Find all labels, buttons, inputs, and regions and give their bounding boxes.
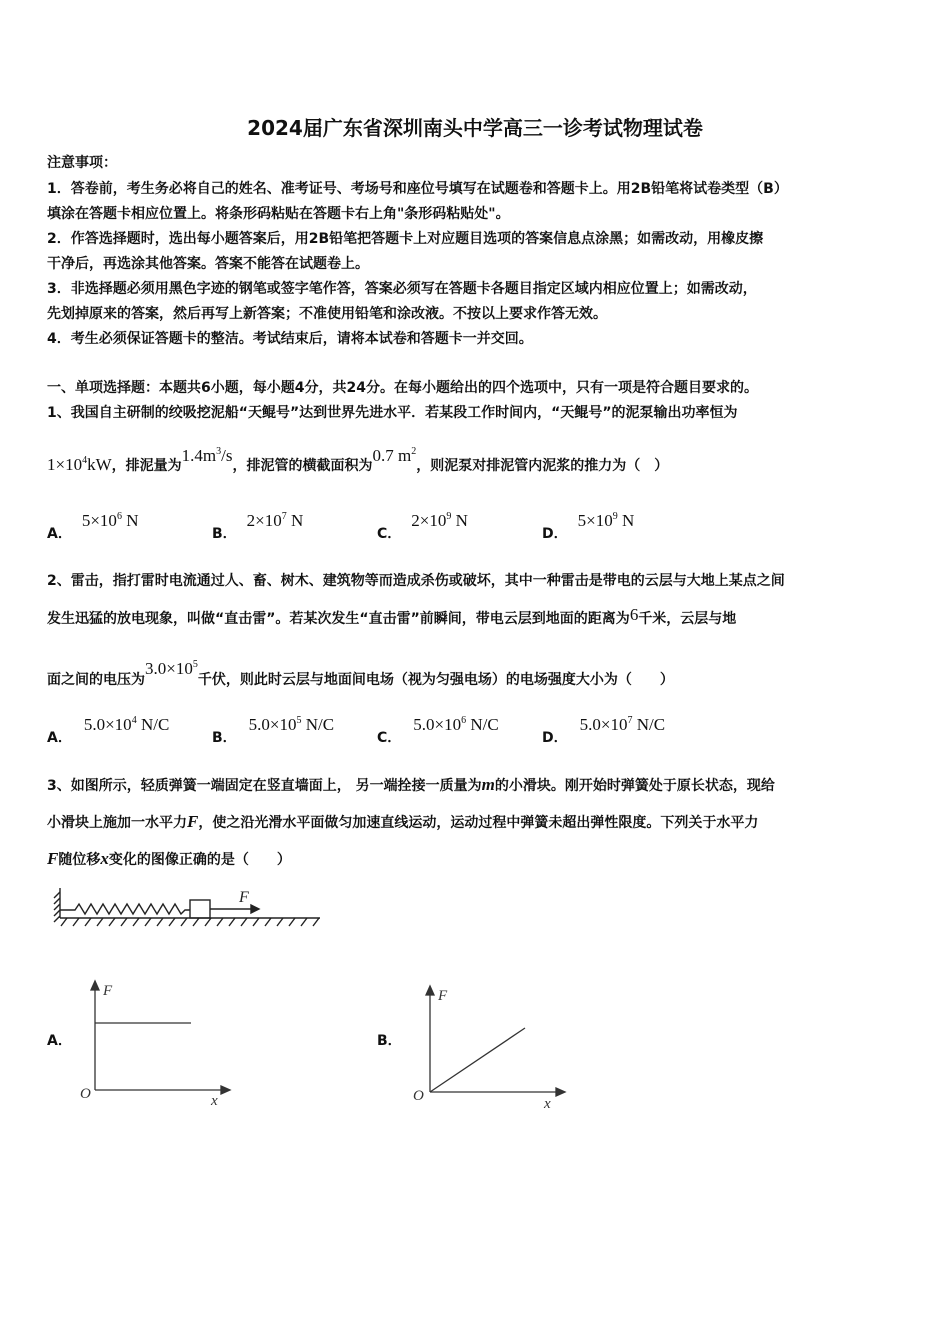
x-axis-label: x	[211, 1093, 218, 1109]
option-c[interactable]: C．$2\times 10^9$ N	[377, 511, 468, 542]
ground-hatching	[61, 918, 319, 926]
x-axis-arrowhead	[221, 1086, 230, 1094]
force-label: F	[239, 889, 249, 906]
section-heading: 一、单项选择题：本题共6小题，每小题4分，共24分。在每小题给出的四个选项中，只有一项是符合题目要求的。	[47, 380, 758, 396]
spring-block-diagram	[45, 880, 335, 940]
graph-b-label[interactable]: B．	[377, 1033, 402, 1049]
option-b[interactable]: B．$5.0\times 10^5$ N/C	[212, 715, 335, 746]
notice-line: 2．作答选择题时，选出每小题答案后，用2B铅笔把答题卡上对应题目选项的答案信息点涂黑；如需改动，用橡皮擦	[47, 231, 764, 247]
option-b[interactable]: B．$2\times 10^7$ N	[212, 511, 304, 542]
question-2-stem: 2、雷击，指打雷时电流通过人、畜、树木、建筑物等而造成杀伤或破坏，其中一种雷击是带电的云层与大地上某点之间	[47, 573, 785, 589]
notice-line: 填涂在答题卡相应位置上。将条形码粘贴在答题卡右上角"条形码粘贴处"。	[47, 206, 510, 222]
flow-rate-value: $1.4m^3/s$	[181, 446, 233, 465]
notice-line: 4．考生必须保证答题卡的整洁。考试结束后，请将本试卷和答题卡一并交回。	[47, 331, 533, 347]
force-arrowhead	[251, 905, 259, 913]
spring	[60, 904, 190, 914]
area-value: 0.7 $m^2$	[372, 446, 417, 465]
option-a[interactable]: A．$5\times 10^6$ N	[47, 511, 139, 542]
graph-b[interactable]	[410, 980, 580, 1110]
option-c[interactable]: C．$5.0\times 10^6$ N/C	[377, 715, 499, 746]
page-title: 2024届广东省深圳南头中学高三一诊考试物理试卷	[247, 116, 703, 140]
graph-a-label[interactable]: A．	[47, 1033, 72, 1049]
y-axis-arrowhead	[426, 986, 434, 995]
graph-a[interactable]	[75, 975, 245, 1110]
y-axis-arrowhead	[91, 981, 99, 990]
wall-hatching	[54, 892, 60, 922]
question-2-line-3: 面之间的电压为$3.0\times 10^5$千伏，则此时云层与地面间电场（视为匀强电场）的电场强度大小为（ ）	[47, 659, 674, 688]
y-axis-label: F	[438, 988, 448, 1004]
power-value: $1\times 10^4kW$	[47, 455, 112, 474]
y-axis-label: F	[103, 983, 113, 999]
block	[190, 900, 210, 918]
voltage-value: $3.0\times 10^5$	[145, 659, 198, 678]
notice-line: 干净后，再选涂其他答案。答案不能答在试题卷上。	[47, 256, 369, 272]
question-3-stem: 3、如图所示，轻质弹簧一端固定在竖直墙面上， 另一端拴接一质量为m的小滑块。刚开始时弹簧处于原长状态，现给	[47, 775, 775, 794]
origin-label: O	[413, 1088, 424, 1104]
question-3-line-2: 小滑块上施加一水平力F，使之沿光滑水平面做匀加速直线运动，运动过程中弹簧未超出弹性限度。下列关于水平力	[47, 812, 759, 831]
x-axis-label: x	[544, 1096, 551, 1110]
question-2-line-2: 发生迅猛的放电现象，叫做“直击雷”。若某次发生“直击雷”前瞬间，带电云层到地面的距离为6千米，云层与地	[47, 605, 737, 627]
option-d[interactable]: D．$5\times 10^9$ N	[542, 511, 635, 542]
question-1-stem: 1、我国自主研制的绞吸挖泥船“天鲲号”达到世界先进水平．若某段工作时间内，“天鲲号”的泥泵输出功率恒为	[47, 405, 738, 421]
option-d[interactable]: D．$5.0\times 10^7$ N/C	[542, 715, 666, 746]
notice-line: 先划掉原来的答案，然后再写上新答案；不准使用铅笔和涂改液。不按以上要求作答无效。	[47, 306, 607, 322]
question-3-line-3: F随位移x变化的图像正确的是（ ）	[47, 849, 291, 868]
origin-label: O	[80, 1086, 91, 1102]
notice-line: 1．答卷前，考生务必将自己的姓名、准考证号、考场号和座位号填写在试题卷和答题卡上。用2B铅笔将试卷类型（B）	[47, 181, 788, 197]
notice-heading: 注意事项：	[47, 155, 117, 171]
x-axis-arrowhead	[556, 1088, 565, 1096]
linear-line	[430, 1028, 525, 1092]
notice-line: 3．非选择题必须用黑色字迹的钢笔或签字笔作答，答案必须写在答题卡各题目指定区域内相应位置上；如需改动，	[47, 281, 757, 297]
question-1-line-2: $1\times 10^4kW$，排泥量为$1.4m^3/s$，排泥管的横截面积为0.7 $m^2$，则泥泵对排泥管内泥浆的推力为（ ）	[47, 446, 669, 474]
option-a[interactable]: A．$5.0\times 10^4$ N/C	[47, 715, 170, 746]
